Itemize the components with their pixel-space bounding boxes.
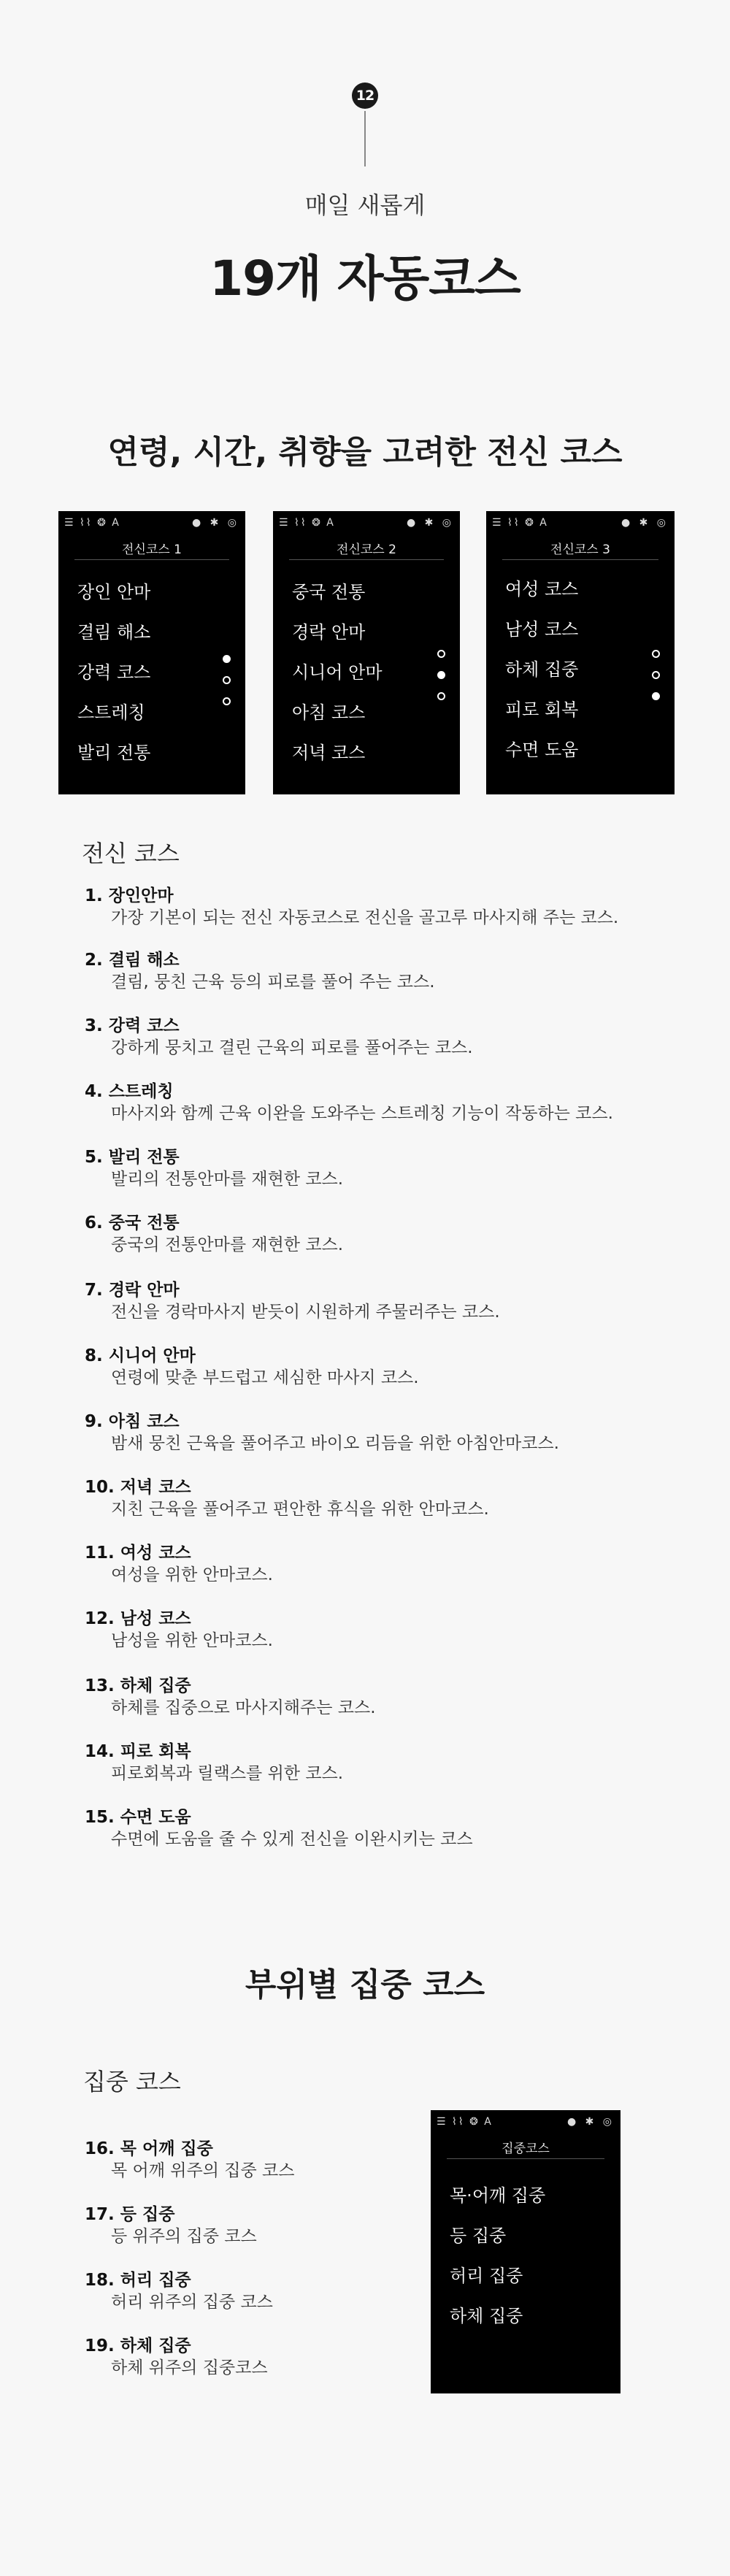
course-item [85, 2335, 268, 2379]
menu-item[interactable]: 허리 집중 [450, 2266, 523, 2286]
course-description: 전신을 경락마사지 받듯이 시원하게 주물러주는 코스. [111, 1303, 500, 1322]
menu-item[interactable]: 중국 전통 [292, 582, 366, 602]
menu-item[interactable]: 남성 코스 [505, 619, 579, 640]
page-dot [437, 692, 445, 700]
divider [447, 2158, 604, 2159]
device-screen-1 [58, 511, 245, 794]
course-item [85, 1741, 343, 1785]
course-item [85, 1146, 343, 1190]
menu-item[interactable]: 시니어 안마 [292, 662, 383, 683]
course-description: 수면에 도움을 줄 수 있게 전신을 이완시키는 코스 [111, 1830, 473, 1849]
course-title: 4. 스트레칭 [85, 1082, 174, 1101]
course-title: 18. 허리 집중 [85, 2271, 191, 2290]
status-icons-right: ● ✱ ◎ [191, 517, 239, 529]
course-item [85, 1411, 559, 1454]
course-title: 16. 목 어깨 집중 [85, 2139, 213, 2158]
divider [74, 559, 229, 560]
course-item [85, 1608, 273, 1652]
menu-item[interactable]: 결림 해소 [77, 622, 151, 643]
status-icons-left: ☰ ⌇⌇ ❂ A [279, 517, 335, 529]
course-title: 19. 하체 집중 [85, 2337, 191, 2355]
status-icons-left: ☰ ⌇⌇ ❂ A [492, 517, 548, 529]
menu-item[interactable]: 경락 안마 [292, 622, 366, 643]
status-bar [437, 2116, 615, 2129]
page-dot-active [652, 692, 660, 700]
course-description: 피로회복과 릴랙스를 위한 코스. [111, 1764, 344, 1783]
device-screen-focus [431, 2110, 620, 2393]
screen-title: 집중코스 [502, 2142, 550, 2156]
course-description: 발리의 전통안마를 재현한 코스. [111, 1170, 344, 1189]
page-title: 19개 자동코스 [210, 250, 520, 307]
menu-item[interactable]: 강력 코스 [77, 662, 151, 683]
page-dot [437, 650, 445, 658]
menu-item[interactable]: 아침 코스 [292, 702, 366, 723]
menu-item[interactable]: 발리 전통 [77, 743, 151, 763]
section-title-full-body: 연령, 시간, 취향을 고려한 전신 코스 [107, 434, 623, 471]
course-description: 하체 위주의 집중코스 [111, 2358, 268, 2377]
status-bar [64, 517, 239, 530]
status-icons-right: ● ✱ ◎ [566, 2116, 615, 2128]
page-dot-active [437, 671, 445, 679]
course-title: 17. 등 집중 [85, 2205, 175, 2224]
course-item [85, 1345, 419, 1389]
course-description: 중국의 전통안마를 재현한 코스. [111, 1235, 344, 1254]
course-item [85, 1212, 343, 1256]
screen-title: 전신코스 2 [337, 543, 396, 557]
course-item [85, 1015, 473, 1059]
page-subtitle: 매일 새롭게 [304, 191, 426, 219]
course-description: 목 어깨 위주의 집중 코스 [111, 2161, 295, 2180]
course-menu [450, 2185, 545, 2345]
page-indicator [652, 650, 660, 713]
full-body-list-title: 전신 코스 [82, 840, 180, 867]
course-item [85, 2269, 273, 2313]
status-bar [279, 517, 454, 530]
course-title: 7. 경락 안마 [85, 1281, 180, 1300]
course-menu [505, 578, 578, 779]
course-description: 결림, 뭉친 근육 등의 피로를 풀어 주는 코스. [111, 973, 435, 992]
menu-item[interactable]: 피로 회복 [505, 699, 579, 720]
course-item [85, 1542, 273, 1586]
course-item [85, 1806, 473, 1850]
course-title: 13. 하체 집중 [85, 1676, 191, 1695]
course-item [85, 2204, 257, 2247]
menu-item[interactable]: 여성 코스 [505, 579, 579, 599]
course-title: 10. 저녁 코스 [85, 1478, 191, 1497]
page-dot-active [223, 655, 231, 663]
course-item [85, 1476, 489, 1520]
screen-title: 전신코스 3 [550, 543, 610, 557]
course-title: 9. 아침 코스 [85, 1412, 180, 1431]
status-icons-right: ● ✱ ◎ [620, 517, 669, 529]
course-title: 6. 중국 전통 [85, 1214, 180, 1233]
menu-item[interactable]: 장인 안마 [77, 582, 151, 602]
course-title: 15. 수면 도움 [85, 1808, 191, 1827]
divider-line [364, 111, 366, 166]
course-description: 허리 위주의 집중 코스 [111, 2293, 273, 2312]
page-indicator [223, 655, 231, 718]
course-item [85, 1675, 376, 1719]
course-item [85, 1279, 500, 1323]
course-description: 밤새 뭉친 근육을 풀어주고 바이오 리듬을 위한 아침안마코스. [111, 1434, 559, 1453]
course-description: 가장 기본이 되는 전신 자동코스로 전신을 골고루 마사지해 주는 코스. [111, 908, 619, 927]
status-bar [492, 517, 669, 530]
menu-item[interactable]: 하체 집중 [505, 659, 579, 680]
course-title: 5. 발리 전통 [85, 1148, 180, 1167]
course-description: 하체를 집중으로 마사지해주는 코스. [111, 1698, 376, 1717]
course-description: 여성을 위한 안마코스. [111, 1565, 273, 1584]
page-dot [223, 676, 231, 684]
divider [289, 559, 444, 560]
page-dot [652, 671, 660, 679]
focus-list-title: 집중 코스 [83, 2068, 181, 2096]
course-title: 2. 결림 해소 [85, 951, 180, 970]
course-description: 남성을 위한 안마코스. [111, 1631, 273, 1650]
course-description: 지친 근육을 풀어주고 편안한 휴식을 위한 안마코스. [111, 1500, 489, 1519]
course-title: 12. 남성 코스 [85, 1609, 191, 1628]
course-description: 마사지와 함께 근육 이완을 도와주는 스트레칭 기능이 작동하는 코스. [111, 1104, 613, 1123]
menu-item[interactable]: 저녁 코스 [292, 743, 366, 763]
status-icons-left: ☰ ⌇⌇ ❂ A [64, 517, 120, 529]
status-icons-left: ☰ ⌇⌇ ❂ A [437, 2116, 493, 2128]
course-title: 1. 장인안마 [85, 886, 174, 905]
course-description: 강하게 뭉치고 결린 근육의 피로를 풀어주는 코스. [111, 1038, 473, 1057]
step-number-badge: 12 [352, 83, 378, 109]
menu-item[interactable]: 스트레칭 [77, 702, 145, 723]
course-title: 11. 여성 코스 [85, 1544, 191, 1563]
section-title-focus: 부위별 집중 코스 [245, 1966, 485, 2004]
course-item [85, 949, 435, 993]
course-title: 3. 강력 코스 [85, 1016, 180, 1035]
page-dot [223, 697, 231, 705]
divider [502, 559, 658, 560]
course-description: 등 위주의 집중 코스 [111, 2227, 257, 2246]
course-description: 연령에 맞춘 부드럽고 세심한 마사지 코스. [111, 1368, 419, 1387]
page-dot [652, 650, 660, 658]
menu-item[interactable]: 수면 도움 [505, 740, 579, 760]
course-item [85, 885, 618, 929]
device-screen-2 [273, 511, 460, 794]
course-title: 14. 피로 회복 [85, 1742, 191, 1761]
menu-item[interactable]: 하체 집중 [450, 2306, 523, 2326]
page-indicator [437, 650, 445, 713]
menu-item[interactable]: 등 집중 [450, 2226, 507, 2246]
screen-title: 전신코스 1 [122, 543, 182, 557]
course-item [85, 2138, 294, 2182]
course-menu [292, 581, 383, 782]
course-menu [77, 581, 150, 782]
status-icons-right: ● ✱ ◎ [406, 517, 454, 529]
course-item [85, 1081, 613, 1124]
course-title: 8. 시니어 안마 [85, 1346, 196, 1365]
menu-item[interactable]: 목·어깨 집중 [450, 2185, 546, 2206]
device-screen-3 [486, 511, 675, 794]
